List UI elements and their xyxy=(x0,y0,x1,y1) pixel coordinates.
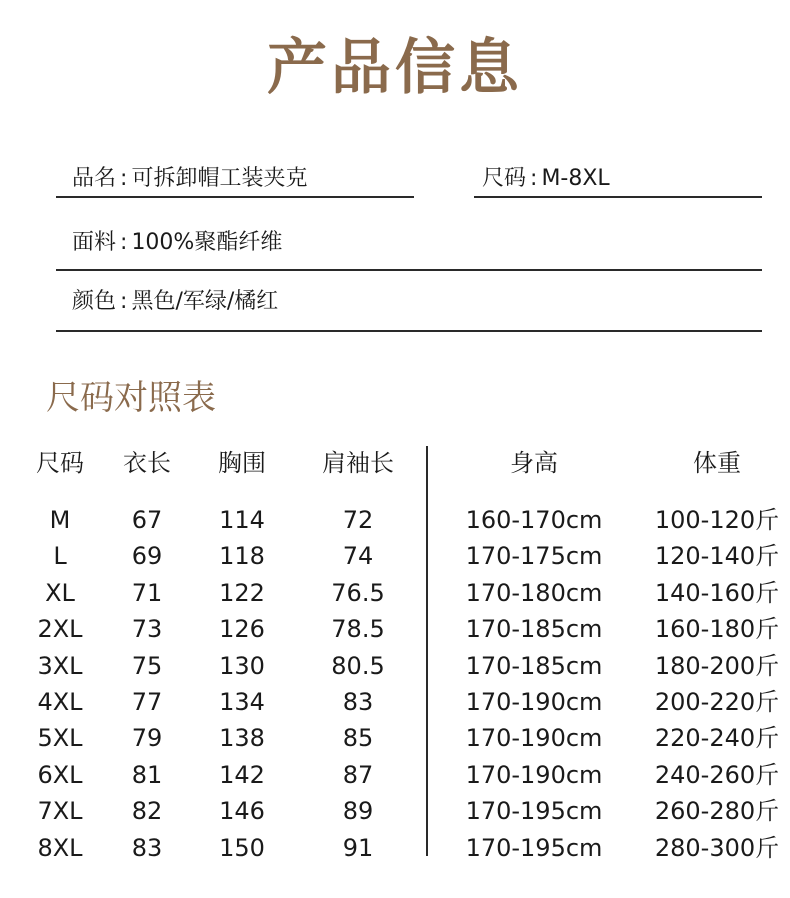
product-size-field xyxy=(482,164,610,194)
product-fabric-rule xyxy=(56,269,762,271)
cell-height: 170-185cm xyxy=(465,615,603,644)
table-row xyxy=(0,720,790,756)
cell-weight: 160-180斤 xyxy=(654,615,780,644)
product-size-value: M-8XL xyxy=(541,166,610,191)
header-chest: 胸围 xyxy=(218,449,266,477)
table-row xyxy=(0,648,790,684)
cell-sleeve: 91 xyxy=(342,833,374,862)
cell-chest: 142 xyxy=(219,760,265,789)
product-name-value: 可拆卸帽工装夹克 xyxy=(131,166,308,191)
cell-sleeve: 89 xyxy=(342,797,374,826)
cell-sleeve: 80.5 xyxy=(331,651,385,680)
cell-weight: 180-200斤 xyxy=(654,651,780,680)
cell-length: 82 xyxy=(131,797,163,826)
cell-weight: 220-240斤 xyxy=(654,724,780,753)
header-height: 身高 xyxy=(510,449,558,477)
cell-weight: 240-260斤 xyxy=(654,760,780,789)
header-weight: 体重 xyxy=(693,449,741,477)
cell-weight: 140-160斤 xyxy=(654,578,780,607)
cell-chest: 150 xyxy=(219,833,265,862)
size-chart-table xyxy=(0,440,790,866)
table-row xyxy=(0,538,790,574)
cell-chest: 122 xyxy=(219,578,265,607)
cell-size: 8XL xyxy=(37,833,83,862)
cell-length: 81 xyxy=(131,760,163,789)
product-color-sep: : xyxy=(120,289,128,314)
cell-size: 3XL xyxy=(37,651,83,680)
cell-sleeve: 78.5 xyxy=(331,615,385,644)
cell-height: 170-195cm xyxy=(465,833,603,862)
page-title: 产品信息 xyxy=(267,33,523,103)
cell-length: 69 xyxy=(131,542,163,571)
cell-height: 170-175cm xyxy=(465,542,603,571)
product-name-label: 品名 xyxy=(72,166,117,191)
table-row xyxy=(0,502,790,538)
cell-weight: 200-220斤 xyxy=(654,687,780,716)
cell-sleeve: 83 xyxy=(342,687,374,716)
product-name-field xyxy=(72,164,307,194)
cell-length: 77 xyxy=(131,687,163,716)
cell-size: 6XL xyxy=(37,760,83,789)
table-row xyxy=(0,757,790,793)
cell-sleeve: 76.5 xyxy=(331,578,385,607)
product-size-label: 尺码 xyxy=(482,166,527,191)
cell-height: 170-190cm xyxy=(465,724,603,753)
product-color-field xyxy=(72,287,278,317)
cell-length: 73 xyxy=(131,615,163,644)
cell-length: 71 xyxy=(131,578,163,607)
header-length: 衣长 xyxy=(123,449,171,477)
cell-chest: 134 xyxy=(219,687,265,716)
size-chart-title: 尺码对照表 xyxy=(46,378,216,418)
cell-length: 83 xyxy=(131,833,163,862)
product-fabric-field xyxy=(72,228,282,258)
table-row xyxy=(0,611,790,647)
product-size-sep: : xyxy=(530,166,538,191)
header-sleeve: 肩袖长 xyxy=(322,449,394,477)
header-size: 尺码 xyxy=(36,449,84,477)
table-header-row xyxy=(0,440,790,486)
product-color-label: 颜色 xyxy=(72,289,117,314)
cell-size: 5XL xyxy=(37,724,83,753)
cell-height: 170-195cm xyxy=(465,797,603,826)
product-name-sep: : xyxy=(120,166,128,191)
cell-size: 2XL xyxy=(37,615,83,644)
cell-length: 67 xyxy=(131,506,163,534)
cell-height: 170-190cm xyxy=(465,760,603,789)
cell-chest: 138 xyxy=(219,724,265,753)
product-fabric-value: 100%聚酯纤维 xyxy=(131,230,283,255)
table-row xyxy=(0,830,790,866)
cell-length: 75 xyxy=(131,651,163,680)
cell-height: 170-180cm xyxy=(465,578,603,607)
table-row xyxy=(0,575,790,611)
cell-size: 4XL xyxy=(37,687,83,716)
cell-chest: 146 xyxy=(219,797,265,826)
table-row xyxy=(0,684,790,720)
cell-size: XL xyxy=(45,578,75,607)
cell-chest: 118 xyxy=(219,542,265,571)
product-fabric-label: 面料 xyxy=(72,230,117,255)
table-row xyxy=(0,793,790,829)
cell-sleeve: 87 xyxy=(342,760,374,789)
product-color-value: 黑色/军绿/橘红 xyxy=(131,289,279,314)
cell-height: 170-185cm xyxy=(465,651,603,680)
cell-sleeve: 85 xyxy=(342,724,374,753)
cell-height: 170-190cm xyxy=(465,687,603,716)
cell-weight: 260-280斤 xyxy=(654,797,780,826)
product-name-rule xyxy=(56,196,414,198)
cell-weight: 120-140斤 xyxy=(654,542,780,571)
cell-size: M xyxy=(49,506,71,534)
cell-weight: 280-300斤 xyxy=(654,833,780,862)
cell-chest: 114 xyxy=(219,506,265,534)
cell-size: 7XL xyxy=(37,797,83,826)
cell-sleeve: 74 xyxy=(342,542,374,571)
product-color-rule xyxy=(56,330,762,332)
cell-length: 79 xyxy=(131,724,163,753)
cell-weight: 100-120斤 xyxy=(654,506,780,534)
product-size-rule xyxy=(474,196,762,198)
cell-sleeve: 72 xyxy=(342,506,374,534)
cell-chest: 126 xyxy=(219,615,265,644)
cell-size: L xyxy=(53,542,67,571)
cell-height: 160-170cm xyxy=(465,506,603,534)
cell-chest: 130 xyxy=(219,651,265,680)
product-fabric-sep: : xyxy=(120,230,128,255)
